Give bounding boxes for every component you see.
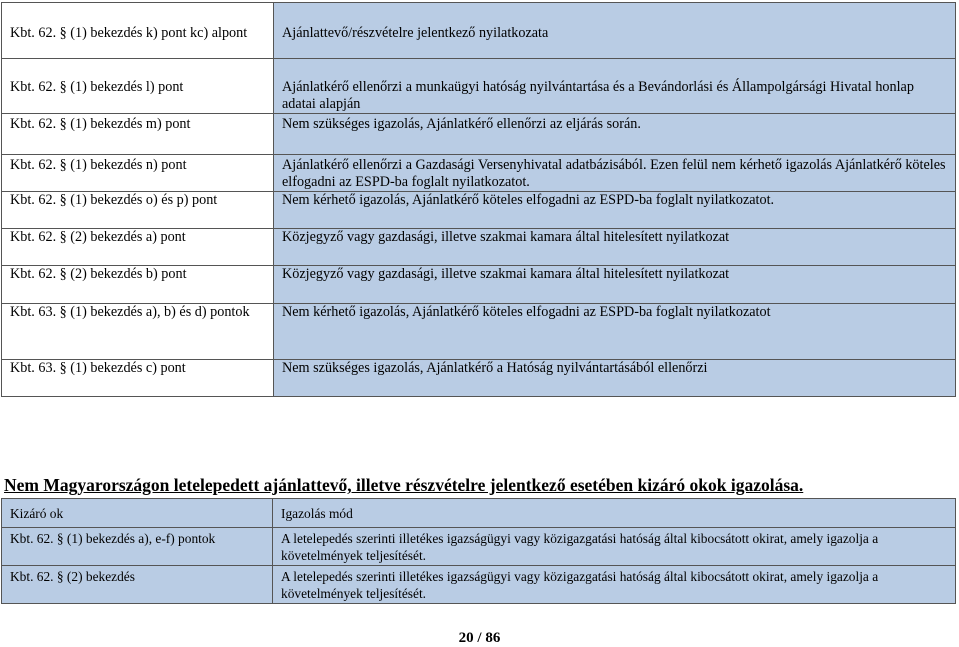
legal-reference: Kbt. 62. § (1) bekezdés a), e-f) pontok [10,531,216,546]
table-header-row [2,499,956,528]
verification-cell [274,114,956,155]
foreign-bidder-table [1,498,956,604]
column-header-cell [2,499,273,528]
table-row [2,266,956,304]
column-header: Kizáró ok [10,506,64,521]
legal-reference-cell [2,229,274,266]
verification-text: Ajánlattevő/részvételre jelentkező nyilatkozata [282,25,549,41]
verification-cell [274,360,956,397]
verification-text: Nem szükséges igazolás, Ajánlatkérő ellenőrzi az eljárás során. [282,116,641,132]
verification-cell [274,229,956,266]
verification-cell [274,304,956,360]
legal-reference-cell [2,360,274,397]
table-row [2,155,956,192]
legal-reference-cell [2,528,273,566]
legal-reference: Kbt. 62. § (2) bekezdés b) pont [10,266,187,282]
legal-reference-cell [2,3,274,59]
legal-reference-cell [2,304,274,360]
verification-text: Ajánlatkérő ellenőrzi a Gazdasági Versenyhivatal adatbázisából. Ezen felül nem kérhető igazolás Ajánlatkérő köteles elfogadni az ESPD-ba foglalt nyilatkozatot. [282,157,946,190]
legal-reference: Kbt. 62. § (1) bekezdés n) pont [10,157,187,173]
table-row [2,3,956,59]
verification-cell [274,266,956,304]
table-row [2,192,956,229]
table-row [2,59,956,114]
legal-reference-cell [2,59,274,114]
legal-reference-cell [2,566,273,604]
verification-cell [274,155,956,192]
table-row [2,360,956,397]
legal-reference: Kbt. 63. § (1) bekezdés a), b) és d) pontok [10,304,250,320]
verification-cell [274,3,956,59]
table-row [2,229,956,266]
verification-text: Nem kérhető igazolás, Ajánlatkérő köteles elfogadni az ESPD-ba foglalt nyilatkozatot. [282,192,775,208]
legal-reference: Kbt. 62. § (2) bekezdés [10,569,135,584]
legal-reference-cell [2,114,274,155]
verification-cell [273,566,956,604]
exclusion-grounds-table [1,2,956,397]
verification-text: A letelepedés szerinti illetékes igazságügyi vagy közigazgatási hatóság által kibocsátott okirat, amely igazolja a követelmények teljesítését. [281,569,879,601]
verification-text: Ajánlatkérő ellenőrzi a munkaügyi hatóság nyilvántartása és a Bevándorlási és Állampolgársági Hivatal honlap adatai alapján [282,79,914,112]
legal-reference: Kbt. 63. § (1) bekezdés c) pont [10,360,186,376]
verification-cell [273,528,956,566]
verification-text: A letelepedés szerinti illetékes igazságügyi vagy közigazgatási hatóság által kibocsátott okirat, amely igazolja a követelmények teljesítését. [281,531,879,563]
column-header-cell [273,499,956,528]
verification-text: Közjegyző vagy gazdasági, illetve szakmai kamara által hitelesített nyilatkozat [282,229,730,245]
legal-reference-cell [2,155,274,192]
verification-cell [274,192,956,229]
verification-text: Nem szükséges igazolás, Ajánlatkérő a Hatóság nyilvántartásából ellenőrzi [282,360,708,376]
legal-reference: Kbt. 62. § (1) bekezdés l) pont [10,79,184,95]
table-row [2,528,956,566]
legal-reference: Kbt. 62. § (1) bekezdés k) pont kc) alpont [10,25,248,41]
legal-reference: Kbt. 62. § (2) bekezdés a) pont [10,229,186,245]
legal-reference: Kbt. 62. § (1) bekezdés o) és p) pont [10,192,218,208]
legal-reference: Kbt. 62. § (1) bekezdés m) pont [10,116,191,132]
table-row [2,304,956,360]
verification-text: Nem kérhető igazolás, Ajánlatkérő köteles elfogadni az ESPD-ba foglalt nyilatkozatot [282,304,771,320]
page-number: 20 / 86 [458,630,501,646]
legal-reference-cell [2,192,274,229]
column-header: Igazolás mód [281,506,353,521]
verification-text: Közjegyző vagy gazdasági, illetve szakmai kamara által hitelesített nyilatkozat [282,266,730,282]
table-row [2,114,956,155]
verification-cell [274,59,956,114]
table-row [2,566,956,604]
section-heading: Nem Magyarországon letelepedett ajánlattevő, illetve részvételre jelentkező esetében kizáró okok igazolása. [4,475,804,495]
legal-reference-cell [2,266,274,304]
